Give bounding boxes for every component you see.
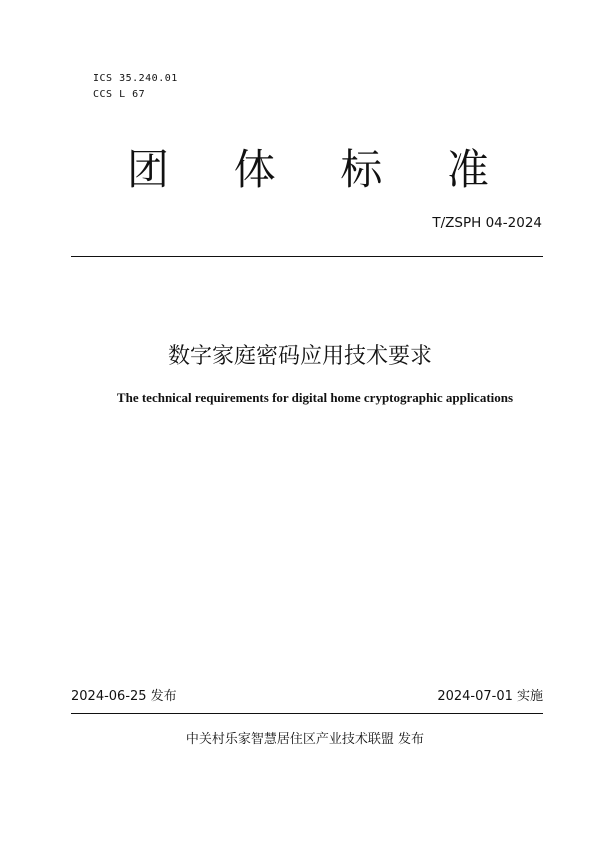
publish-date: 2024-06-25 发布 <box>71 689 177 704</box>
title-english: The technical requirements for digital home cryptographic applications <box>116 390 514 405</box>
ccs-code: CCS L 67 <box>93 89 146 100</box>
title-chinese: 数字家庭密码应用技术要求 <box>167 344 432 369</box>
publisher: 中关村乐家智慧居住区产业技术联盟 发布 <box>185 732 425 747</box>
document-type-char-4: 准 <box>446 145 489 194</box>
document-type-heading <box>127 142 489 198</box>
ics-code: ICS 35.240.01 <box>93 73 178 84</box>
standard-number: T/ZSPH 04-2024 <box>432 215 542 231</box>
implementation-date: 2024-07-01 实施 <box>437 689 543 704</box>
bottom-divider <box>71 713 543 714</box>
document-type-char-3: 标 <box>340 145 383 194</box>
document-type-char-2: 体 <box>233 145 276 194</box>
top-divider <box>71 256 543 257</box>
document-type-char-1: 团 <box>127 145 170 194</box>
